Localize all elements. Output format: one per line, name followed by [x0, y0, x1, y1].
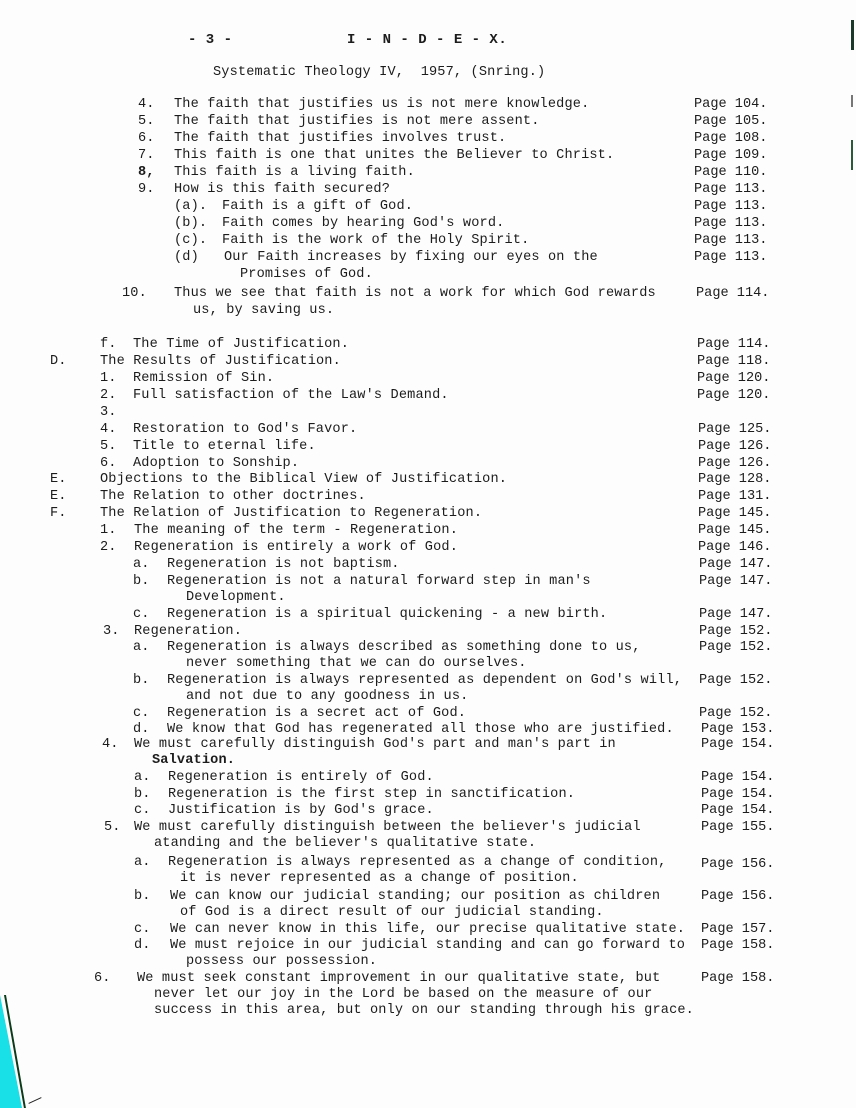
entry-page: Page 120. [697, 388, 771, 403]
entry-text: Thus we see that faith is not a work for which God rewards [174, 286, 656, 301]
entry-text: The Relation to other doctrines. [100, 489, 366, 504]
entry-page: Page 147. [699, 557, 773, 572]
entry-marker: b. [134, 787, 151, 802]
entry-text-continued: Salvation. [152, 753, 236, 768]
entry-page: Page 114. [697, 337, 771, 352]
entry-text-continued: atanding and the believer's qualitative state. [154, 836, 537, 851]
entry-text-continued: Development. [186, 590, 286, 605]
entry-page: Page 154. [701, 737, 775, 752]
entry-marker: (a). [174, 199, 208, 214]
entry-marker: (d) [174, 250, 199, 265]
entry-text: Justification is by God's grace. [168, 803, 434, 818]
entry-text: The faith that justifies us is not mere knowledge. [174, 97, 590, 112]
entry-text: The Relation of Justification to Regeneration. [100, 506, 483, 521]
entry-text-continued: never something that we can do ourselves. [186, 656, 527, 671]
entry-marker: a. [133, 640, 150, 655]
entry-text: The meaning of the term - Regeneration. [134, 523, 458, 538]
entry-page: Page 146. [698, 540, 772, 555]
entry-marker: 4. [102, 737, 119, 752]
entry-marker: a. [134, 770, 151, 785]
entry-marker: 1. [100, 371, 117, 386]
entry-marker: 2. [100, 388, 117, 403]
entry-page: Page 155. [701, 820, 775, 835]
entry-page: Page 158. [701, 971, 775, 986]
entry-marker: 5. [138, 114, 155, 129]
entry-page: Page 153. [701, 722, 775, 737]
entry-marker: 6. [100, 456, 117, 471]
entry-text: Remission of Sin. [133, 371, 275, 386]
entry-page: Page 104. [694, 97, 768, 112]
entry-text: Full satisfaction of the Law's Demand. [133, 388, 449, 403]
entry-text: Adoption to Sonship. [133, 456, 300, 471]
entry-text: This faith is a living faith. [174, 165, 415, 180]
entry-marker: 3. [100, 405, 117, 420]
entry-text: Title to eternal life. [133, 439, 316, 454]
entry-page: Page 105. [694, 114, 768, 129]
entry-page: Page 126. [698, 456, 772, 471]
entry-page: Page 145. [698, 506, 772, 521]
entry-page: Page 158. [701, 938, 775, 953]
entry-text: We can know our judicial standing; our position as children [170, 889, 661, 904]
scan-edge-mark [851, 95, 853, 107]
entry-marker: F. [50, 506, 67, 521]
entry-text: We can never know in this life, our precise qualitative state. [170, 922, 686, 937]
page-number: - 3 - [188, 32, 233, 48]
entry-marker: b. [133, 673, 150, 688]
entry-text: Faith is a gift of God. [222, 199, 414, 214]
entry-marker: 2. [100, 540, 117, 555]
entry-marker: c. [133, 706, 150, 721]
entry-page: Page 113. [694, 182, 768, 197]
entry-text-continued: us, by saving us. [193, 303, 335, 318]
entry-page: Page 152. [699, 640, 773, 655]
entry-text: Regeneration is entirely a work of God. [134, 540, 458, 555]
entry-text: We must carefully distinguish God's part and man's part in [134, 737, 616, 752]
entry-marker: a. [133, 557, 150, 572]
entry-page: Page 113. [694, 199, 768, 214]
entry-text: Regeneration is the first step in sanctification. [168, 787, 576, 802]
entry-text: Regeneration is always represented as a change of condition, [168, 855, 667, 870]
entry-marker: c. [133, 607, 150, 622]
entry-text: Our Faith increases by fixing our eyes on the [224, 250, 598, 265]
entry-text: The faith that justifies is not mere assent. [174, 114, 540, 129]
entry-marker: 3. [103, 624, 120, 639]
entry-page: Page 152. [699, 706, 773, 721]
entry-page: Page 128. [698, 472, 772, 487]
entry-marker: 8, [138, 165, 155, 180]
entry-marker: 7. [138, 148, 155, 163]
entry-page: Page 145. [698, 523, 772, 538]
entry-text: Faith comes by hearing God's word. [222, 216, 505, 231]
entry-page: Page 154. [701, 787, 775, 802]
entry-page: Page 109. [694, 148, 768, 163]
entry-page: Page 114. [696, 286, 770, 301]
entry-page: Page 125. [698, 422, 772, 437]
entry-text: Regeneration is entirely of God. [168, 770, 434, 785]
entry-page: Page 147. [699, 574, 773, 589]
entry-text: Regeneration is a spiritual quickening - a new birth. [167, 607, 608, 622]
entry-text-continued: and not due to any goodness in us. [186, 689, 469, 704]
scan-edge-mark [851, 20, 854, 50]
entry-text: How is this faith secured? [174, 182, 390, 197]
entry-page: Page 157. [701, 922, 775, 937]
entry-text: Restoration to God's Favor. [133, 422, 358, 437]
entry-page: Page 154. [701, 803, 775, 818]
entry-text: The Results of Justification. [100, 354, 341, 369]
entry-page: Page 126. [698, 439, 772, 454]
entry-page: Page 156. [701, 857, 775, 872]
entry-page: Page 147. [699, 607, 773, 622]
entry-marker: b. [134, 889, 151, 904]
entry-text: We must rejoice in our judicial standing and can go forward to [170, 938, 686, 953]
entry-text: The faith that justifies involves trust. [174, 131, 507, 146]
entry-page: Page 113. [694, 233, 768, 248]
scan-edge-highlight [0, 995, 22, 1108]
entry-marker: 6. [138, 131, 155, 146]
entry-marker: 5. [100, 439, 117, 454]
entry-marker: 5. [104, 820, 121, 835]
entry-marker: E. [50, 472, 67, 487]
entry-marker: E. [50, 489, 67, 504]
entry-text: We know that God has regenerated all those who are justified. [167, 722, 674, 737]
entry-text-continued: of God is a direct result of our judicial standing. [180, 905, 604, 920]
entry-marker: 9. [138, 182, 155, 197]
entry-marker: D. [50, 354, 67, 369]
entry-text: Faith is the work of the Holy Spirit. [222, 233, 530, 248]
entry-page: Page 152. [699, 624, 773, 639]
entry-page: Page 154. [701, 770, 775, 785]
entry-marker: 10. [122, 286, 147, 301]
entry-text: Regeneration is not a natural forward step in man's [167, 574, 591, 589]
entry-marker: a. [134, 855, 151, 870]
entry-text-continued: possess our possession. [186, 954, 378, 969]
entry-text: We must seek constant improvement in our qualitative state, but [137, 971, 661, 986]
scan-edge-tick [28, 1097, 41, 1104]
entry-page: Page 108. [694, 131, 768, 146]
entry-marker: d. [134, 938, 151, 953]
entry-text: Regeneration is a secret act of God. [167, 706, 467, 721]
entry-page: Page 113. [694, 250, 768, 265]
entry-text-continued: Promises of God. [240, 267, 373, 282]
scan-edge-mark [851, 140, 853, 170]
entry-text-continued: success in this area, but only on our standing through his grace. [154, 1003, 694, 1018]
entry-text: Regeneration is always represented as dependent on God's will, [167, 673, 683, 688]
entry-marker: 4. [138, 97, 155, 112]
entry-text-continued: it is never represented as a change of position. [180, 871, 579, 886]
entry-page: Page 110. [694, 165, 768, 180]
entry-text: Regeneration is not baptism. [167, 557, 400, 572]
entry-marker: f. [100, 337, 117, 352]
entry-page: Page 152. [699, 673, 773, 688]
entry-marker: 4. [100, 422, 117, 437]
entry-text: The Time of Justification. [133, 337, 349, 352]
entry-text: Regeneration is always described as something done to us, [167, 640, 641, 655]
entry-text: This faith is one that unites the Believer to Christ. [174, 148, 615, 163]
entry-marker: 1. [100, 523, 117, 538]
entry-marker: (c). [174, 233, 208, 248]
entry-text: Regeneration. [134, 624, 242, 639]
entry-text: Objections to the Biblical View of Justification. [100, 472, 508, 487]
entry-page: Page 118. [697, 354, 771, 369]
entry-page: Page 113. [694, 216, 768, 231]
entry-page: Page 120. [697, 371, 771, 386]
entry-marker: (b). [174, 216, 208, 231]
entry-marker: c. [134, 922, 151, 937]
entry-page: Page 131. [698, 489, 772, 504]
entry-text: We must carefully distinguish between the believer's judicial [134, 820, 641, 835]
entry-marker: b. [133, 574, 150, 589]
page-title: I - N - D - E - X. [347, 32, 508, 48]
entry-marker: 6. [94, 971, 111, 986]
entry-page: Page 156. [701, 889, 775, 904]
page-subtitle: Systematic Theology IV, 1957, (Snring.) [213, 65, 546, 80]
entry-marker: c. [134, 803, 151, 818]
entry-marker: d. [133, 722, 150, 737]
entry-text-continued: never let our joy in the Lord be based on the measure of our [154, 987, 653, 1002]
